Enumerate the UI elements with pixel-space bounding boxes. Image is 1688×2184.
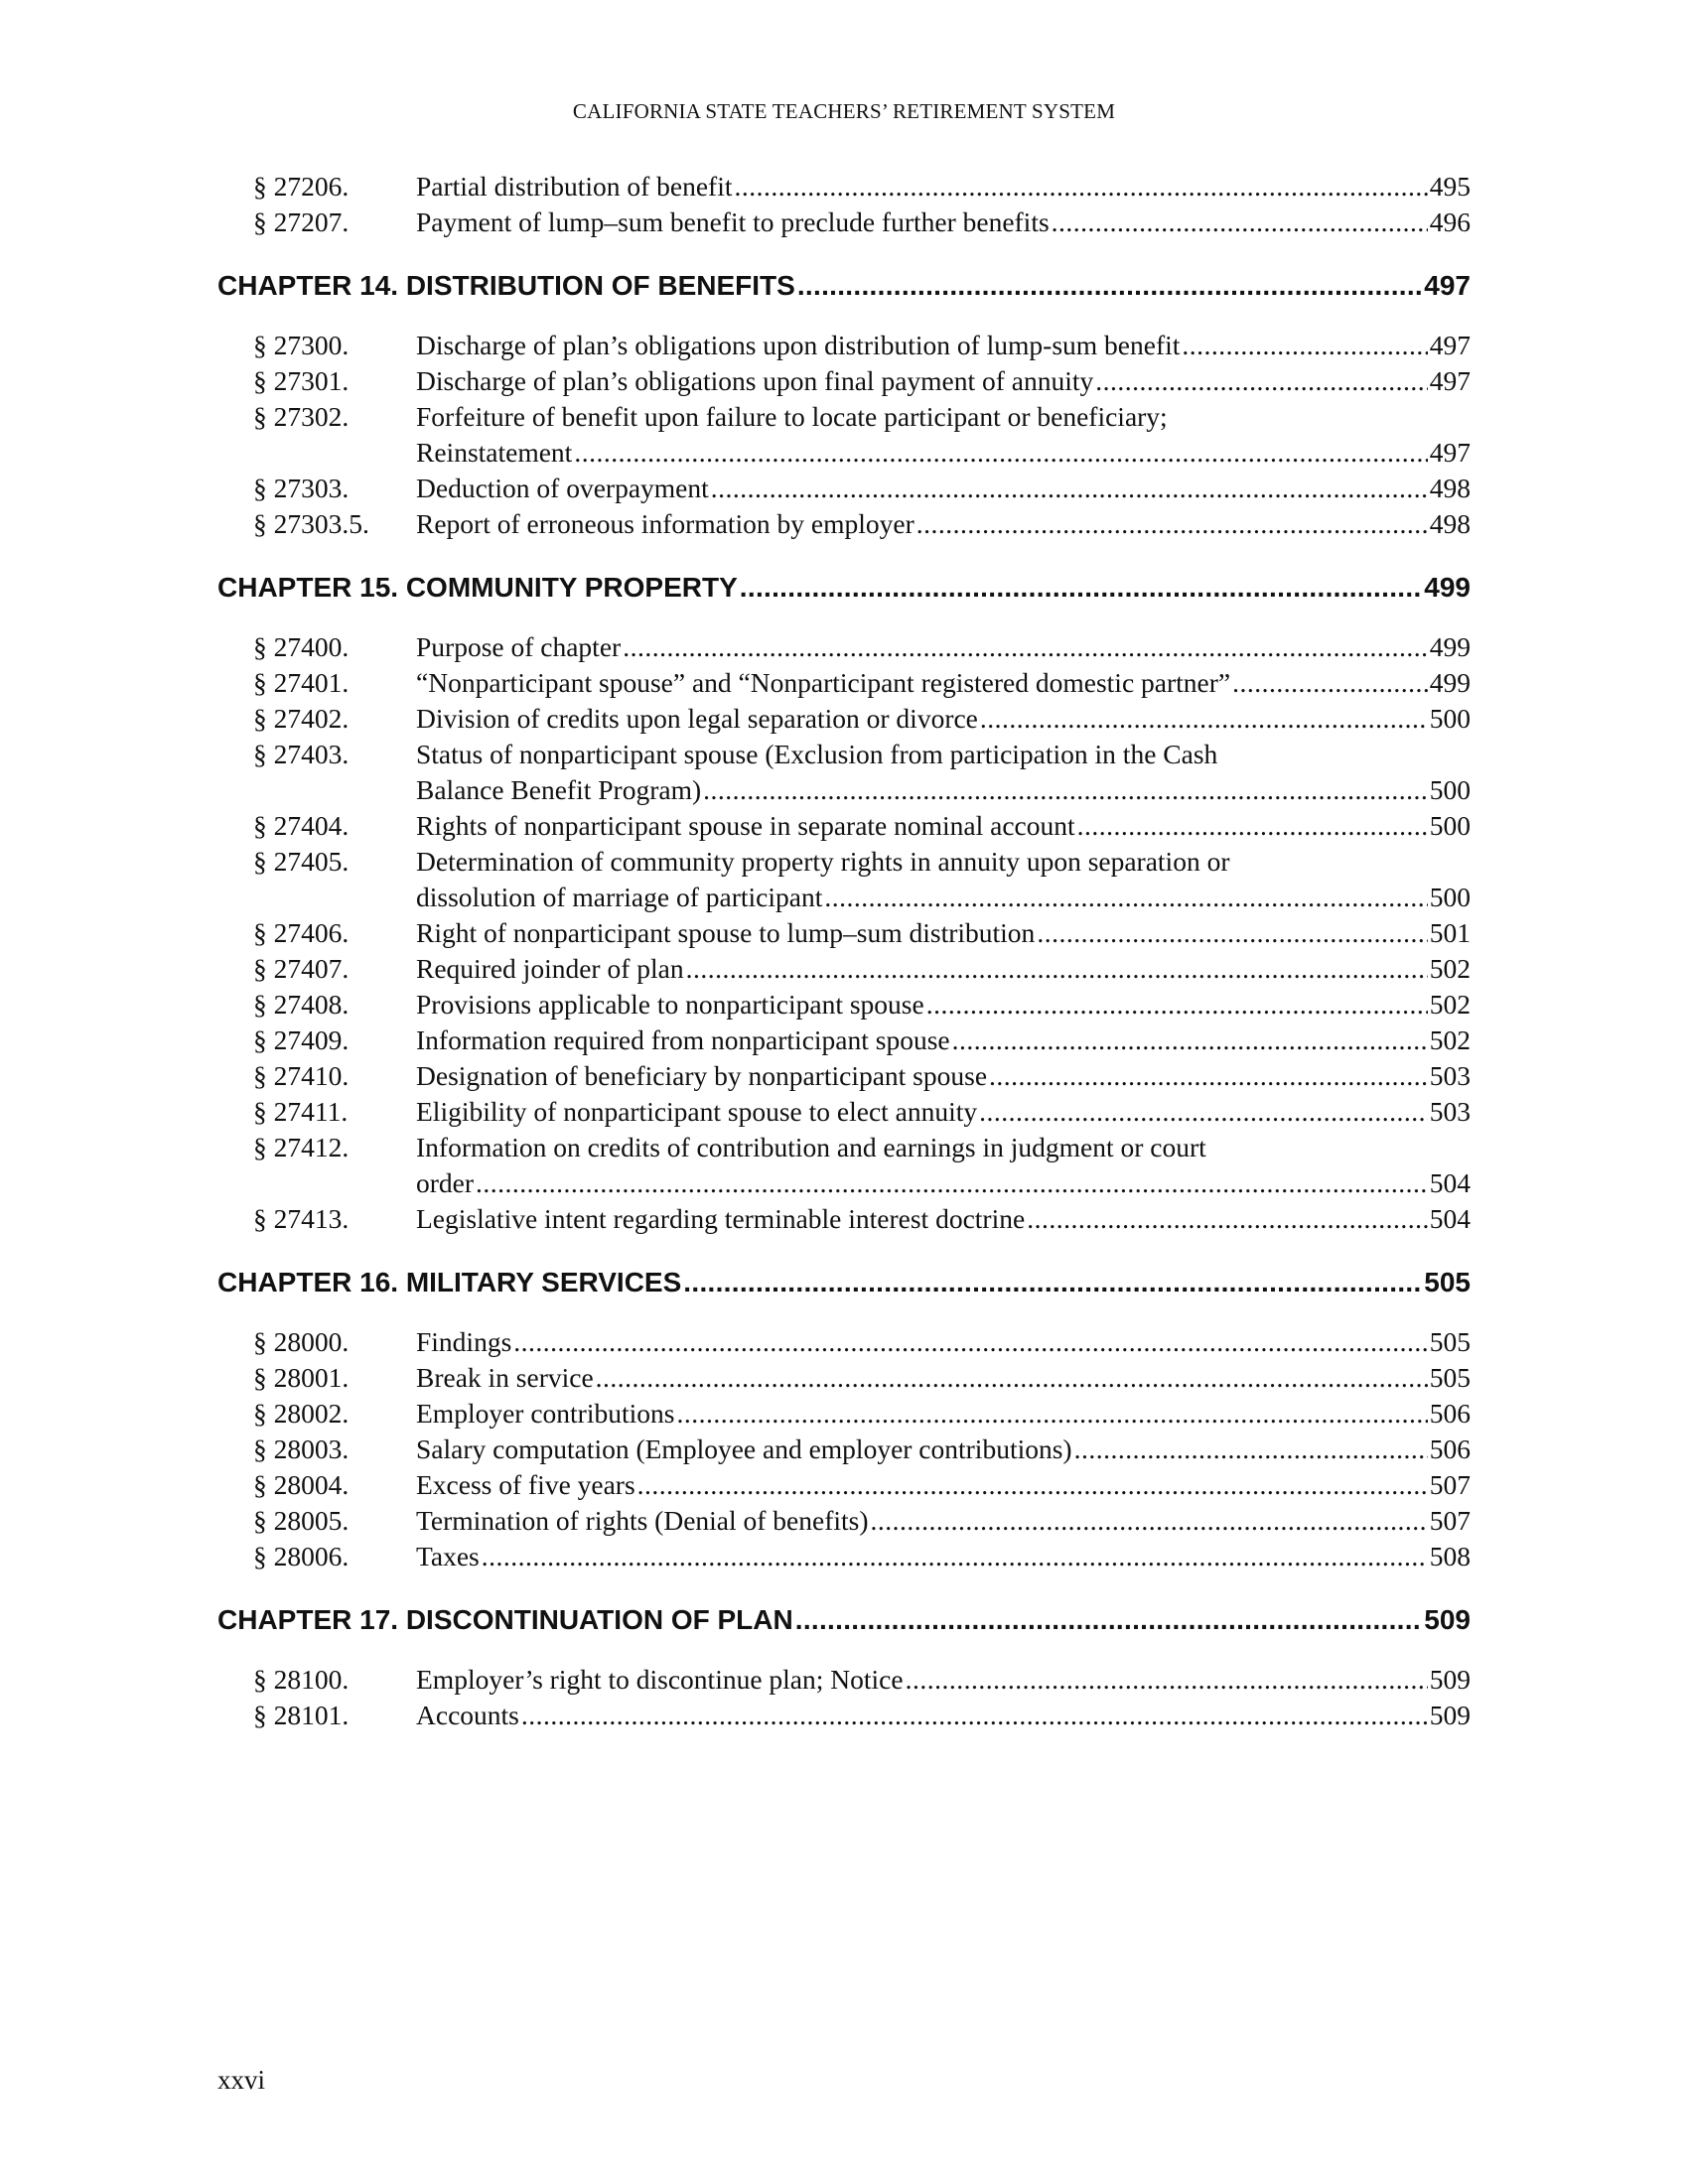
entry-leader-line (416, 1023, 1471, 1058)
entry-page: 505 (1429, 1326, 1471, 1357)
entry-page: 497 (1429, 437, 1471, 468)
entry-body (416, 951, 1471, 987)
section-number: § 27409. (253, 1024, 350, 1055)
toc-entry (217, 399, 1471, 471)
entry-page: 507 (1429, 1469, 1471, 1500)
section-number: § 27404. (253, 810, 350, 841)
entry-page: 502 (1429, 989, 1471, 1020)
running-header: CALIFORNIA STATE TEACHERS’ RETIREMENT SYSTEM (572, 99, 1116, 123)
entry-title: Required joinder of plan (416, 953, 684, 984)
entry-leader-line (416, 1539, 1471, 1574)
entry-body (416, 915, 1471, 951)
dot-leader (906, 1662, 1428, 1698)
dot-leader (1232, 665, 1428, 701)
dot-leader (623, 629, 1428, 665)
entry-title-line: Forfeiture of benefit upon failure to locate participant or beneficiary; (416, 401, 1168, 432)
dot-leader (989, 1058, 1428, 1094)
entry-title: Division of credits upon legal separation or divorce (416, 703, 978, 734)
entry-page: 500 (1429, 810, 1471, 841)
toc-entry (217, 471, 1471, 506)
entry-leader-line (416, 363, 1471, 399)
entry-title: “Nonparticipant spouse” and “Nonparticipant registered domestic partner” (416, 667, 1231, 698)
entry-leader-line (416, 1201, 1471, 1237)
entry-page: 499 (1429, 631, 1471, 662)
chapter-page: 509 (1424, 1604, 1471, 1635)
toc-entry (217, 915, 1471, 951)
toc-entry (217, 1503, 1471, 1539)
table-of-contents (217, 169, 1471, 1733)
entry-title: Excess of five years (416, 1469, 635, 1500)
entry-page: 507 (1429, 1505, 1471, 1536)
dot-leader (683, 1265, 1422, 1300)
section-number: § 27401. (253, 667, 350, 698)
entry-page: 504 (1429, 1203, 1471, 1234)
entry-title: Legislative intent regarding terminable interest doctrine (416, 1203, 1026, 1234)
toc-entry (217, 987, 1471, 1023)
entry-body (416, 1539, 1471, 1574)
section-number: § 27207. (253, 206, 350, 237)
section-number: § 27206. (253, 171, 350, 202)
entry-leader-line (416, 435, 1471, 471)
entry-leader-line (416, 701, 1471, 737)
toc-section (217, 1265, 1471, 1574)
entry-leader-line (416, 808, 1471, 844)
entry-body (416, 987, 1471, 1023)
entry-leader-line (416, 1662, 1471, 1698)
entry-title: Right of nonparticipant spouse to lump–sum distribution (416, 917, 1036, 948)
entry-body (416, 1396, 1471, 1432)
entry-title: Balance Benefit Program) (416, 774, 702, 805)
dot-leader (740, 570, 1423, 606)
entry-body (416, 1503, 1471, 1539)
dot-leader (979, 1094, 1428, 1130)
section-number: § 27300. (253, 330, 350, 360)
entry-leader-line (416, 915, 1471, 951)
entry-leader-line (416, 1503, 1471, 1539)
entry-body (416, 1467, 1471, 1503)
entry-leader-line (416, 880, 1471, 915)
toc-entry (217, 1467, 1471, 1503)
entry-body (416, 1662, 1471, 1698)
section-number: § 27303. (253, 473, 350, 503)
entry-body (416, 328, 1471, 363)
entry-page: 509 (1429, 1664, 1471, 1695)
toc-entry (217, 169, 1471, 205)
chapter-heading (217, 268, 1471, 304)
toc-entry (217, 363, 1471, 399)
toc-entry (217, 951, 1471, 987)
dot-leader (916, 506, 1428, 542)
toc-section (217, 570, 1471, 1237)
toc-entry (217, 1201, 1471, 1237)
entry-leader-line (416, 328, 1471, 363)
entry-title: Report of erroneous information by employer (416, 508, 914, 539)
entry-title: Designation of beneficiary by nonparticipant spouse (416, 1060, 988, 1091)
dot-leader (596, 1360, 1428, 1396)
entry-leader-line (416, 629, 1471, 665)
section-number: § 27302. (253, 401, 350, 432)
entry-body (416, 169, 1471, 205)
dot-leader (676, 1396, 1427, 1432)
section-number: § 27410. (253, 1060, 350, 1091)
section-number: § 28100. (253, 1664, 350, 1695)
entry-leader-line (416, 1165, 1471, 1201)
toc-entry (217, 1094, 1471, 1130)
dot-leader (734, 169, 1427, 205)
page-number: xxvi (217, 2065, 266, 2095)
chapter-heading (217, 1265, 1471, 1300)
entry-leader-line (416, 1432, 1471, 1467)
dot-leader (574, 435, 1427, 471)
section-number: § 27412. (253, 1132, 350, 1162)
entry-body (416, 471, 1471, 506)
section-number: § 27403. (253, 739, 350, 769)
entry-page: 509 (1429, 1700, 1471, 1730)
entry-title: Reinstatement (416, 437, 573, 468)
entry-page: 495 (1429, 171, 1471, 202)
entry-title: Deduction of overpayment (416, 473, 709, 503)
entry-title: Employer contributions (416, 1398, 675, 1429)
entry-leader-line (416, 665, 1471, 701)
dot-leader (871, 1503, 1428, 1539)
entry-page: 496 (1429, 206, 1471, 237)
entry-page: 506 (1429, 1398, 1471, 1429)
dot-leader (1052, 205, 1428, 240)
dot-leader (513, 1324, 1427, 1360)
toc-entry (217, 506, 1471, 542)
section-number: § 27411. (253, 1096, 349, 1127)
entry-page: 500 (1429, 703, 1471, 734)
entry-title: Provisions applicable to nonparticipant spouse (416, 989, 924, 1020)
toc-entry (217, 1058, 1471, 1094)
dot-leader (797, 268, 1422, 304)
dot-leader (1027, 1201, 1428, 1237)
entry-body (416, 808, 1471, 844)
section-number: § 28101. (253, 1700, 350, 1730)
dot-leader (824, 880, 1427, 915)
section-number: § 27400. (253, 631, 350, 662)
dot-leader (1037, 915, 1427, 951)
section-number: § 28001. (253, 1362, 350, 1393)
entry-body (416, 701, 1471, 737)
entry-title: dissolution of marriage of participant (416, 882, 823, 912)
entry-leader-line (416, 1058, 1471, 1094)
chapter-page: 499 (1424, 572, 1471, 603)
entry-body (416, 1201, 1471, 1237)
section-number: § 27413. (253, 1203, 350, 1234)
toc-entry (217, 328, 1471, 363)
toc-entry (217, 701, 1471, 737)
toc-entry (217, 1023, 1471, 1058)
entry-leader-line (416, 506, 1471, 542)
entry-body (416, 205, 1471, 240)
chapter-title: CHAPTER 14. DISTRIBUTION OF BENEFITS (217, 270, 795, 301)
entry-title: Taxes (416, 1541, 480, 1571)
toc-entry (217, 1698, 1471, 1733)
entry-body (416, 844, 1471, 915)
entry-title: Break in service (416, 1362, 594, 1393)
entry-body (416, 399, 1471, 471)
dot-leader (711, 471, 1428, 506)
entry-leader-line (416, 1094, 1471, 1130)
entry-page: 505 (1429, 1362, 1471, 1393)
dot-leader (1077, 808, 1428, 844)
section-number: § 27405. (253, 846, 350, 877)
entry-page: 502 (1429, 953, 1471, 984)
dot-leader (1182, 328, 1427, 363)
section-number: § 28002. (253, 1398, 350, 1429)
entry-leader-line (416, 1467, 1471, 1503)
entry-title-line: Information on credits of contribution and earnings in judgment or court (416, 1132, 1206, 1162)
entry-page: 498 (1429, 473, 1471, 503)
entry-page: 504 (1429, 1167, 1471, 1198)
dot-leader (926, 987, 1428, 1023)
entry-title: order (416, 1167, 475, 1198)
chapter-page: 497 (1424, 270, 1471, 301)
entry-leader-line (416, 772, 1471, 808)
entry-title: Eligibility of nonparticipant spouse to elect annuity (416, 1096, 978, 1127)
dot-leader (476, 1165, 1428, 1201)
entry-title: Purpose of chapter (416, 631, 622, 662)
section-number: § 28006. (253, 1541, 350, 1571)
entry-body (416, 629, 1471, 665)
toc-entry (217, 1396, 1471, 1432)
entry-title-line: Status of nonparticipant spouse (Exclusion from participation in the Cash (416, 739, 1218, 769)
toc-entry (217, 1432, 1471, 1467)
entry-leader-line (416, 987, 1471, 1023)
section-number: § 27402. (253, 703, 350, 734)
section-number: § 28004. (253, 1469, 350, 1500)
entry-page: 498 (1429, 508, 1471, 539)
entry-body (416, 1360, 1471, 1396)
entry-body (416, 1058, 1471, 1094)
entry-leader-line (416, 1324, 1471, 1360)
dot-leader (482, 1539, 1428, 1574)
dot-leader (1074, 1432, 1428, 1467)
dot-leader (521, 1698, 1428, 1733)
entry-leader-line (416, 1698, 1471, 1733)
entry-title: Rights of nonparticipant spouse in separate nominal account (416, 810, 1075, 841)
dot-leader (686, 951, 1428, 987)
chapter-page: 505 (1424, 1267, 1471, 1297)
entry-leader-line (416, 471, 1471, 506)
toc-section (217, 169, 1471, 240)
entry-body (416, 1094, 1471, 1130)
toc-entry (217, 844, 1471, 915)
section-number: § 28000. (253, 1326, 350, 1357)
section-number: § 27303.5. (253, 508, 369, 539)
section-number: § 27301. (253, 365, 350, 396)
entry-leader-line (416, 1360, 1471, 1396)
chapter-title: CHAPTER 16. MILITARY SERVICES (217, 1267, 682, 1297)
entry-body (416, 1432, 1471, 1467)
entry-page: 503 (1429, 1060, 1471, 1091)
entry-page: 503 (1429, 1096, 1471, 1127)
entry-title: Salary computation (Employee and employer contributions) (416, 1433, 1072, 1464)
toc-entry (217, 737, 1471, 808)
section-number: § 27408. (253, 989, 350, 1020)
toc-entry (217, 808, 1471, 844)
entry-body (416, 1023, 1471, 1058)
toc-entry (217, 629, 1471, 665)
dot-leader (952, 1023, 1428, 1058)
entry-body (416, 665, 1471, 701)
chapter-title: CHAPTER 17. DISCONTINUATION OF PLAN (217, 1604, 793, 1635)
entry-title: Partial distribution of benefit (416, 171, 733, 202)
chapter-heading (217, 570, 1471, 606)
toc-entry (217, 1662, 1471, 1698)
entry-page: 497 (1429, 330, 1471, 360)
toc-section (217, 1602, 1471, 1733)
chapter-title: CHAPTER 15. COMMUNITY PROPERTY (217, 572, 738, 603)
entry-title: Termination of rights (Denial of benefits) (416, 1505, 869, 1536)
entry-title: Discharge of plan’s obligations upon distribution of lump-sum benefit (416, 330, 1181, 360)
toc-entry (217, 205, 1471, 240)
section-number: § 28005. (253, 1505, 350, 1536)
entry-title: Information required from nonparticipant spouse (416, 1024, 950, 1055)
dot-leader (795, 1602, 1423, 1638)
dot-leader (980, 701, 1428, 737)
entry-page: 501 (1429, 917, 1471, 948)
chapter-heading (217, 1602, 1471, 1638)
toc-entry (217, 1130, 1471, 1201)
entry-leader-line (416, 1396, 1471, 1432)
entry-title-line: Determination of community property rights in annuity upon separation or (416, 846, 1230, 877)
toc-entry (217, 665, 1471, 701)
entry-title: Findings (416, 1326, 512, 1357)
entry-page: 508 (1429, 1541, 1471, 1571)
entry-body (416, 1324, 1471, 1360)
entry-leader-line (416, 205, 1471, 240)
entry-body (416, 506, 1471, 542)
entry-title: Discharge of plan’s obligations upon final payment of annuity (416, 365, 1094, 396)
entry-leader-line (416, 951, 1471, 987)
entry-page: 502 (1429, 1024, 1471, 1055)
section-number: § 27407. (253, 953, 350, 984)
entry-body (416, 1698, 1471, 1733)
toc-entry (217, 1324, 1471, 1360)
dot-leader (637, 1467, 1428, 1503)
entry-body (416, 1130, 1471, 1201)
section-number: § 27406. (253, 917, 350, 948)
entry-title: Accounts (416, 1700, 519, 1730)
entry-page: 500 (1429, 882, 1471, 912)
entry-page: 506 (1429, 1433, 1471, 1464)
toc-entry (217, 1360, 1471, 1396)
entry-leader-line (416, 169, 1471, 205)
entry-page: 500 (1429, 774, 1471, 805)
entry-body (416, 737, 1471, 808)
entry-page: 499 (1429, 667, 1471, 698)
entry-body (416, 363, 1471, 399)
entry-title: Employer’s right to discontinue plan; Notice (416, 1664, 904, 1695)
dot-leader (1095, 363, 1427, 399)
section-number: § 28003. (253, 1433, 350, 1464)
toc-section (217, 268, 1471, 542)
entry-title: Payment of lump–sum benefit to preclude further benefits (416, 206, 1050, 237)
entry-page: 497 (1429, 365, 1471, 396)
dot-leader (703, 772, 1428, 808)
toc-entry (217, 1539, 1471, 1574)
